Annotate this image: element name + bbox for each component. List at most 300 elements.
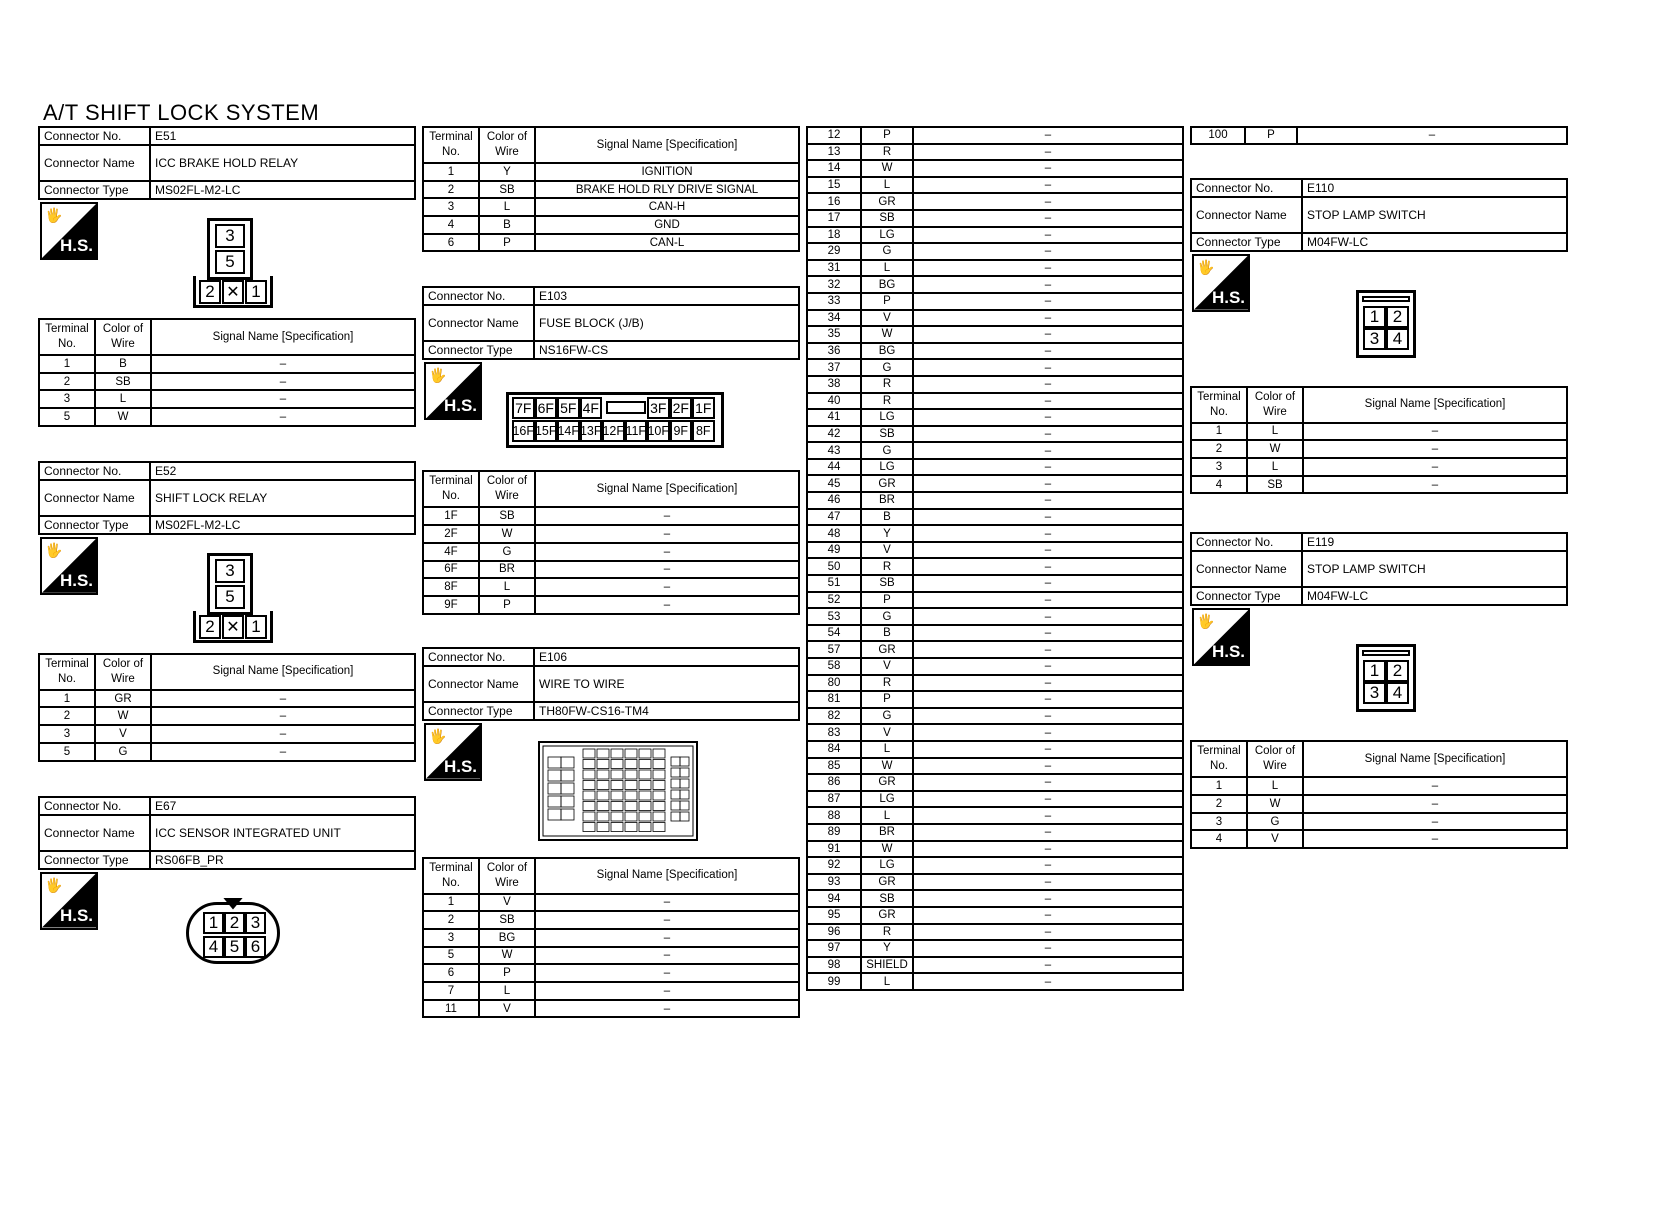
connector-name-value: SHIFT LOCK RELAY [150,480,415,516]
signal-name: – [913,227,1183,244]
pin-label: 8F [692,420,715,442]
wire-color: SB [479,911,535,929]
wire-color: R [861,675,913,692]
terminal-no: 1 [39,690,95,708]
signal-name: – [913,393,1183,410]
wire-color: W [861,841,913,858]
connector-type-label: Connector Type [423,702,534,720]
signal-name: – [913,758,1183,775]
signal-name: – [535,507,799,525]
terminal-no-header: Terminal No. [39,654,95,690]
e110-connector-face [1356,290,1418,360]
wire-color: L [95,390,151,408]
terminal-no: 97 [807,940,861,957]
signal-name: – [913,774,1183,791]
color-of-wire-header: Color of Wire [479,858,535,894]
signal-name: – [913,160,1183,177]
terminal-no: 4 [423,216,479,234]
wire-color: BG [479,929,535,947]
terminal-table [1190,740,1568,849]
terminal-table [422,470,800,614]
wire-color: G [861,243,913,260]
color-of-wire-header: Color of Wire [479,127,535,163]
connector-e106 [422,647,800,721]
pin-label: 7F [512,397,535,419]
signal-name: – [1303,830,1567,848]
wire-color: SB [861,575,913,592]
wire-color: W [1247,440,1303,458]
connector-name-value: STOP LAMP SWITCH [1302,551,1567,587]
connector-type-label: Connector Type [39,181,150,199]
signal-name: – [1303,777,1567,795]
pin-label: 1 [203,912,224,934]
pin-label: 16F [512,420,535,442]
table-row [807,907,1183,924]
connector-name-label: Connector Name [423,305,534,341]
terminal-table [806,126,1184,991]
signal-name: – [913,542,1183,559]
pin-label: 1 [245,280,267,304]
table-row [39,725,415,743]
pin-label: 15F [535,420,558,442]
e106-terminal-table-cont [806,126,1184,991]
wire-color: R [861,376,913,393]
signal-name-header: Signal Name [Specification] [535,127,799,163]
wire-color: GR [861,641,913,658]
signal-name: – [151,690,415,708]
table-row [39,690,415,708]
terminal-no: 33 [807,293,861,310]
terminal-no: 2 [39,707,95,725]
signal-name: – [151,390,415,408]
e67-diagram [38,870,416,980]
harness-icon: 🖐 [45,541,63,558]
signal-name: – [913,973,1183,990]
table-row [807,608,1183,625]
signal-name: – [535,525,799,543]
pin-label: 4 [1386,682,1409,704]
wire-color: SHIELD [861,957,913,974]
signal-name: – [913,608,1183,625]
wire-color: BR [861,492,913,509]
connector-type-value: NS16FW-CS [534,341,799,359]
signal-name: – [913,641,1183,658]
wire-color: LG [861,857,913,874]
signal-name: – [1303,813,1567,831]
wire-color: SB [1247,476,1303,494]
wire-color: L [1247,458,1303,476]
column-2 [422,126,800,1018]
signal-name: – [913,791,1183,808]
signal-name: – [151,743,415,761]
signal-name: – [913,525,1183,542]
signal-name: – [913,558,1183,575]
e52-terminal-table [38,653,416,762]
pin-label: 3F [647,397,670,419]
connector-no-value: E106 [534,648,799,666]
table-row [1191,440,1567,458]
table-row [807,409,1183,426]
terminal-no: 13 [807,144,861,161]
wire-color: G [861,608,913,625]
terminal-no: 45 [807,475,861,492]
wire-color: R [861,393,913,410]
table-row [423,234,799,252]
hs-icon: 🖐 H.S. [424,723,482,781]
connector-type-label: Connector Type [1191,587,1302,605]
wire-color: P [479,596,535,614]
wire-color: P [1245,127,1297,144]
table-row [807,592,1183,609]
table-row [807,127,1183,144]
harness-icon: 🖐 [1197,258,1215,275]
connector-type-label: Connector Type [423,341,534,359]
table-row [807,177,1183,194]
terminal-no: 2 [1191,440,1247,458]
terminal-no: 54 [807,625,861,642]
connector-name-label: Connector Name [1191,551,1302,587]
terminal-no: 53 [807,608,861,625]
hs-icon: 🖐 H.S. [40,872,98,930]
terminal-no: 88 [807,807,861,824]
signal-name: – [913,243,1183,260]
terminal-no: 34 [807,310,861,327]
connector-info-table [38,126,416,200]
table-row [807,890,1183,907]
wire-color: SB [95,373,151,391]
wire-color: W [95,408,151,426]
signal-name-header: Signal Name [Specification] [1303,387,1567,423]
terminal-no: 96 [807,924,861,941]
terminal-no: 40 [807,393,861,410]
connector-info-table [38,461,416,535]
wire-color: V [861,310,913,327]
signal-name: – [913,310,1183,327]
pin-label: 2 [1386,306,1409,328]
signal-name: – [913,492,1183,509]
wire-color: SB [861,426,913,443]
e67-connector-face [186,898,282,966]
terminal-no: 95 [807,907,861,924]
table-row [1191,423,1567,441]
column-3 [806,126,1184,991]
wire-color: V [861,724,913,741]
table-row [423,947,799,965]
terminal-no: 7 [423,982,479,1000]
wire-color: LG [861,227,913,244]
signal-name: – [913,907,1183,924]
table-row [807,293,1183,310]
wire-color: V [479,1000,535,1018]
signal-name: – [913,940,1183,957]
signal-name: – [913,276,1183,293]
table-row [423,181,799,199]
table-row [807,144,1183,161]
signal-name: – [151,707,415,725]
table-row [807,393,1183,410]
wire-color: P [861,127,913,144]
wire-color: V [861,658,913,675]
signal-name: GND [535,216,799,234]
terminal-no: 58 [807,658,861,675]
pin-label: 4 [1386,328,1409,350]
connector-no-value: E110 [1302,179,1567,197]
connector-no-label: Connector No. [423,648,534,666]
signal-name: – [913,890,1183,907]
wire-color: LG [861,409,913,426]
harness-icon: 🖐 [429,367,447,384]
pin-label: 1 [245,615,267,639]
signal-name: – [913,177,1183,194]
terminal-no-header: Terminal No. [1191,741,1247,777]
connector-no-label: Connector No. [39,462,150,480]
table-row [807,973,1183,990]
e51-connector-face [193,218,275,310]
signal-name: – [535,964,799,982]
connector-type-value: TH80FW-CS16-TM4 [534,702,799,720]
signal-name: – [151,725,415,743]
wire-color: G [1247,813,1303,831]
table-row [807,542,1183,559]
terminal-no: 3 [39,725,95,743]
terminal-no: 9F [423,596,479,614]
pin-label: 12F [602,420,625,442]
wire-color: V [861,542,913,559]
terminal-no: 32 [807,276,861,293]
terminal-no: 48 [807,525,861,542]
signal-name: – [913,658,1183,675]
terminal-no-header: Terminal No. [423,127,479,163]
signal-name: – [535,894,799,912]
e103-terminal-table [422,470,800,614]
connector-no-value: E103 [534,287,799,305]
terminal-no: 18 [807,227,861,244]
terminal-no: 8F [423,578,479,596]
wire-color: W [861,160,913,177]
pin-label: 4F [580,397,603,419]
signal-name: – [151,355,415,373]
latch-icon [606,401,646,414]
wire-color: L [861,741,913,758]
terminal-no: 38 [807,376,861,393]
column-4 [1190,126,1568,849]
table-row [39,390,415,408]
table-row [423,964,799,982]
signal-name: – [151,408,415,426]
signal-name: – [1303,423,1567,441]
e119-connector-face [1356,644,1418,714]
wire-color: G [95,743,151,761]
wire-color: Y [861,525,913,542]
table-row [807,874,1183,891]
terminal-no: 2F [423,525,479,543]
table-row [39,743,415,761]
terminal-table [422,857,800,1019]
table-row [807,243,1183,260]
color-of-wire-header: Color of Wire [1247,741,1303,777]
table-row [807,625,1183,642]
wire-color: Y [479,163,535,181]
connector-name-label: Connector Name [1191,197,1302,233]
harness-icon: 🖐 [1197,613,1215,630]
table-row [807,807,1183,824]
terminal-no: 29 [807,243,861,260]
signal-name: – [913,260,1183,277]
terminal-no: 87 [807,791,861,808]
terminal-no: 80 [807,675,861,692]
terminal-no: 5 [39,408,95,426]
wire-color: P [861,691,913,708]
table-row [807,210,1183,227]
pin-label: 3 [215,224,245,248]
signal-name: – [913,874,1183,891]
pin-label: 1 [1363,306,1386,328]
signal-name: – [535,543,799,561]
terminal-no-header: Terminal No. [423,858,479,894]
terminal-no: 99 [807,973,861,990]
hs-icon: 🖐 H.S. [40,537,98,595]
connector-e51 [38,126,416,200]
terminal-table [1190,386,1568,495]
table-row [807,442,1183,459]
harness-icon: 🖐 [45,876,63,893]
pin-label: 11F [625,420,648,442]
signal-name: – [913,807,1183,824]
pin-label: 3 [245,912,266,934]
terminal-no: 31 [807,260,861,277]
terminal-no: 44 [807,459,861,476]
signal-name: – [913,442,1183,459]
connector-no-label: Connector No. [1191,533,1302,551]
connector-e110 [1190,178,1568,252]
table-row [807,475,1183,492]
table-row [807,691,1183,708]
connector-name-label: Connector Name [39,815,150,851]
wire-color: GR [861,874,913,891]
connector-type-value: M04FW-LC [1302,233,1567,251]
wire-color: W [1247,795,1303,813]
table-row [423,894,799,912]
terminal-no: 11 [423,1000,479,1018]
wire-color: L [861,260,913,277]
table-row [807,343,1183,360]
terminal-table [38,653,416,762]
wire-color: G [479,543,535,561]
pin-label: 3 [1363,682,1386,704]
wire-color: W [95,707,151,725]
wire-color: P [479,964,535,982]
e110-diagram [1190,252,1568,386]
wire-color: GR [861,907,913,924]
signal-name: – [913,426,1183,443]
connector-no-value: E67 [150,797,415,815]
table-row [39,355,415,373]
table-row [807,758,1183,775]
signal-name: – [535,929,799,947]
wire-color: G [861,442,913,459]
terminal-no: 1 [1191,423,1247,441]
connector-type-value: RS06FB_PR [150,851,415,869]
signal-name: – [913,857,1183,874]
pin-label: 2 [199,280,221,304]
wire-color: L [1247,423,1303,441]
table-row [807,675,1183,692]
table-row [807,227,1183,244]
table-row [807,276,1183,293]
wire-color: B [861,509,913,526]
table-row [1191,476,1567,494]
blank-pin-icon: ✕ [222,280,244,304]
terminal-no: 2 [1191,795,1247,813]
signal-name: – [913,625,1183,642]
terminal-no: 92 [807,857,861,874]
signal-name: CAN-L [535,234,799,252]
table-row [807,940,1183,957]
table-row [423,525,799,543]
table-row [39,373,415,391]
column-1 [38,126,416,980]
terminal-no: 84 [807,741,861,758]
signal-name: – [913,924,1183,941]
signal-name: – [913,376,1183,393]
terminal-no: 5 [39,743,95,761]
connector-no-label: Connector No. [1191,179,1302,197]
hs-icon: 🖐 H.S. [1192,608,1250,666]
e106-terminal-table [422,857,800,1019]
terminal-no: 4 [1191,830,1247,848]
terminal-no: 85 [807,758,861,775]
wire-color: GR [861,475,913,492]
connector-type-value: M04FW-LC [1302,587,1567,605]
signal-name: – [913,409,1183,426]
terminal-no: 86 [807,774,861,791]
table-row [807,658,1183,675]
wire-color: L [861,807,913,824]
signal-name: – [913,675,1183,692]
table-row [807,193,1183,210]
terminal-no: 94 [807,890,861,907]
signal-name: – [535,947,799,965]
table-row [807,791,1183,808]
signal-name-header: Signal Name [Specification] [151,654,415,690]
signal-name: – [913,691,1183,708]
signal-name: IGNITION [535,163,799,181]
connector-name-label: Connector Name [39,480,150,516]
harness-icon: 🖐 [429,727,447,744]
wire-color: R [861,144,913,161]
signal-name: – [1297,127,1567,144]
wire-color: V [95,725,151,743]
terminal-no: 50 [807,558,861,575]
wire-color: W [479,525,535,543]
table-row [807,575,1183,592]
terminal-no: 98 [807,957,861,974]
e51-diagram [38,200,416,318]
signal-name: – [913,841,1183,858]
pin-label: 1 [1363,660,1386,682]
connector-no-value: E51 [150,127,415,145]
connector-e119 [1190,532,1568,606]
table-row [807,558,1183,575]
e103-diagram [422,360,800,470]
table-row [423,1000,799,1018]
pin-label: 6 [245,936,266,958]
signal-name-header: Signal Name [Specification] [535,471,799,507]
table-row [807,641,1183,658]
pin-label: 2 [224,912,245,934]
wire-color: GR [861,193,913,210]
table-row [1191,830,1567,848]
